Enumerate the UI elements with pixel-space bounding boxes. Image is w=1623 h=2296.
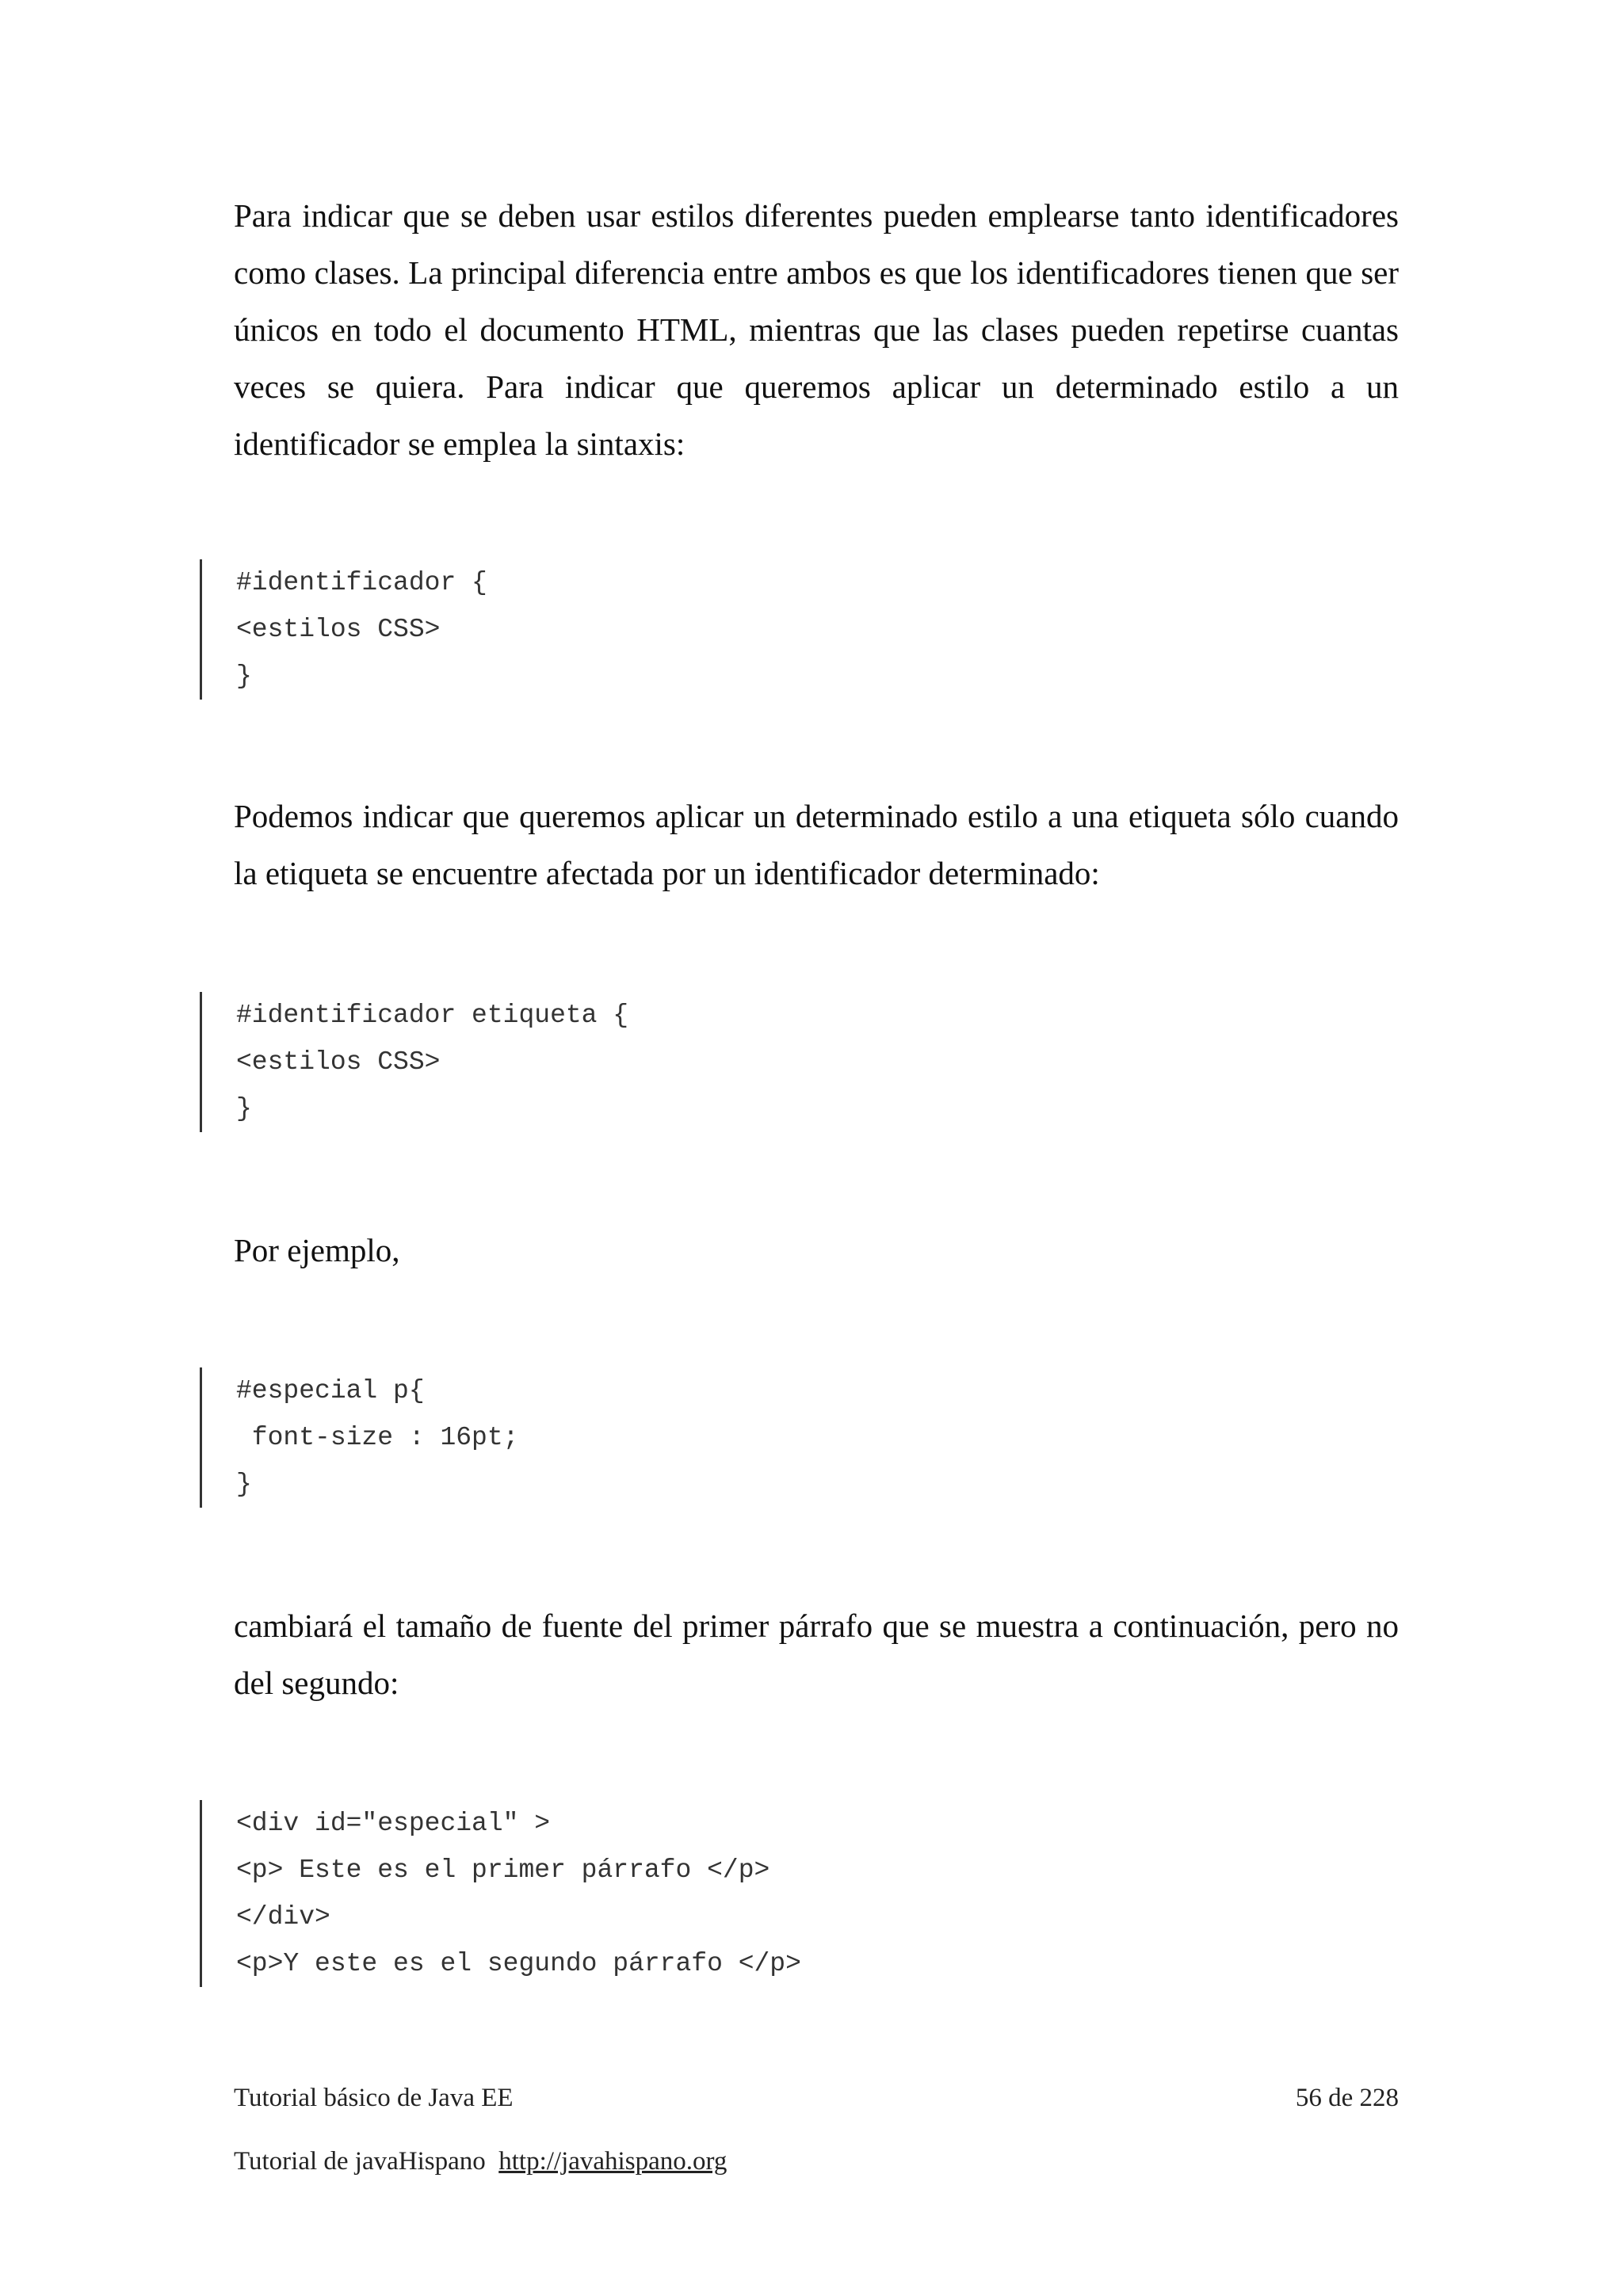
footer-site-label: Tutorial de javaHispano <box>234 2147 486 2176</box>
code-line: <p> Este es el primer párrafo </p> <box>236 1855 770 1885</box>
code-line: <p>Y este es el segundo párrafo </p> <box>236 1949 801 1978</box>
code-line: #identificador etiqueta { <box>236 1001 629 1030</box>
code-line: font-size : 16pt; <box>236 1423 519 1452</box>
code-line: <div id="especial" > <box>236 1809 551 1838</box>
code-line: </div> <box>236 1902 330 1932</box>
code-line: } <box>236 662 252 691</box>
paragraph-cambiara: cambiará el tamaño de fuente del primer párrafo que se muestra a continuación, pero no del segundo: <box>234 1608 1399 1701</box>
footer-site-link[interactable]: http://javahispano.org <box>498 2147 727 2176</box>
code-block-especial <box>200 1367 518 1508</box>
code-line: #especial p{ <box>236 1376 425 1405</box>
footer-site <box>234 2147 727 2176</box>
paragraph-ejemplo: Por ejemplo, <box>234 1232 400 1268</box>
footer-book-title: Tutorial básico de Java EE <box>234 2084 514 2112</box>
code-block-identificador <box>200 559 487 700</box>
code-block-html-example <box>200 1800 801 1987</box>
code-line: <estilos CSS> <box>236 615 441 644</box>
code-line: } <box>236 1094 252 1123</box>
code-line: #identificador { <box>236 568 487 597</box>
code-block-identificador-etiqueta <box>200 992 628 1132</box>
code-line: } <box>236 1470 252 1499</box>
paragraph-identificadores: Para indicar que se deben usar estilos diferentes pueden emplearse tanto identificadores como clases. La principal diferencia entre ambos es que los identificadores tienen que ser únicos en todo el documento HTML, mientras que las clases pueden repetirse cuantas veces se quiera. Para indicar que queremos aplicar un determinado estilo a un identificador se emplea la sintaxis: <box>234 197 1399 462</box>
paragraph-etiqueta: Podemos indicar que queremos aplicar un determinado estilo a una etiqueta sólo cuando la etiqueta se encuentre afectada por un identificador determinado: <box>234 798 1399 891</box>
footer-page-number: 56 de 228 <box>1295 2084 1399 2112</box>
code-line: <estilos CSS> <box>236 1047 441 1077</box>
